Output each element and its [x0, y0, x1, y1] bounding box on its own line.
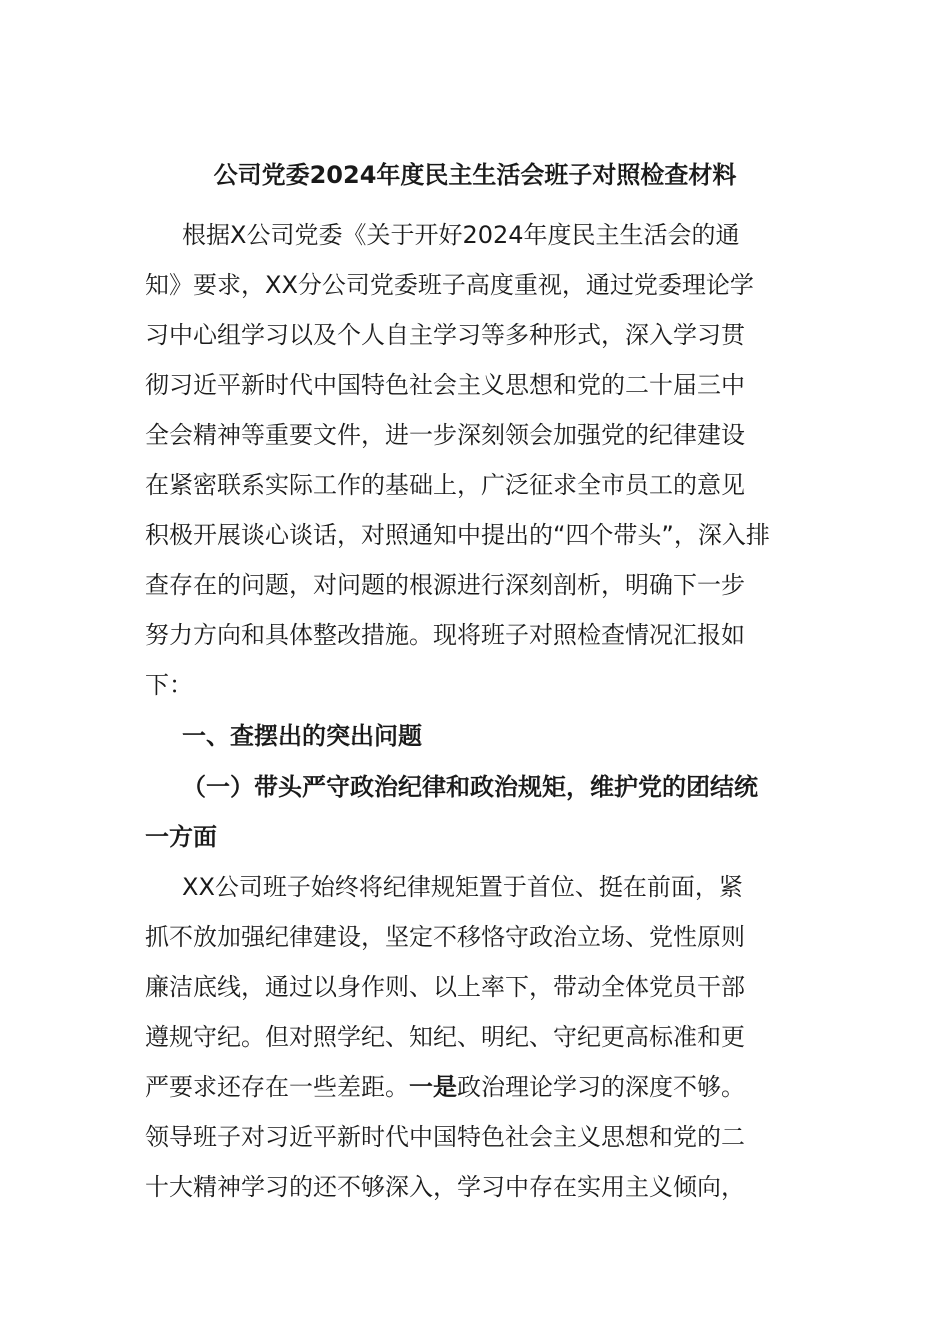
section-heading [145, 711, 810, 761]
paragraph-line: 下： [145, 671, 193, 699]
paragraph-line: 习中心组学习以及个人自主学习等多种形式，深入学习贯 [145, 321, 745, 349]
paragraph-line-mixed [145, 1062, 810, 1112]
intro-paragraph [145, 210, 810, 710]
paragraph-line: 在紧密联系实际工作的基础上，广泛征求全市员工的意见 [145, 471, 745, 499]
paragraph-line: 查存在的问题，对问题的根源进行深刻剖析，明确下一步 [145, 571, 745, 599]
document-title: 公司党委2024年度民主生活会班子对照检查材料 [213, 161, 737, 189]
paragraph-line: 努力方向和具体整改措施。现将班子对照检查情况汇报如 [145, 621, 745, 649]
paragraph-line: 廉洁底线，通过以身作则、以上率下，带动全体党员干部 [145, 973, 745, 1001]
paragraph-line: 根据X公司党委《关于开好2024年度民主生活会的通 [182, 221, 740, 249]
paragraph-line: 积极开展谈心谈话，对照通知中提出的“四个带头”，深入排 [145, 521, 770, 549]
section-heading-text: 一、查摆出的突出问题 [182, 722, 422, 750]
paragraph-line: 全会精神等重要文件，进一步深刻领会加强党的纪律建设 [145, 421, 745, 449]
subsection-heading [145, 762, 810, 862]
bold-marker-first: 一是 [409, 1073, 457, 1101]
body-paragraph [145, 862, 810, 1212]
paragraph-line: 抓不放加强纪律建设，坚定不移恪守政治立场、党性原则 [145, 923, 745, 951]
paragraph-line: XX公司班子始终将纪律规矩置于首位、挺在前面，紧 [182, 873, 743, 901]
subsection-heading-line: 一方面 [145, 823, 217, 851]
text-run: 严要求还存在一些差距。 [145, 1073, 409, 1101]
paragraph-line: 彻习近平新时代中国特色社会主义思想和党的二十届三中 [145, 371, 745, 399]
paragraph-line: 领导班子对习近平新时代中国特色社会主义思想和党的二 [145, 1123, 745, 1151]
paragraph-line: 知》要求，XX分公司党委班子高度重视，通过党委理论学 [145, 271, 754, 299]
text-run: 政治理论学习的深度不够。 [457, 1073, 745, 1101]
paragraph-line: 十大精神学习的还不够深入，学习中存在实用主义倾向， [145, 1173, 745, 1201]
paragraph-line: 遵规守纪。但对照学纪、知纪、明纪、守纪更高标准和更 [145, 1023, 745, 1051]
subsection-heading-line: （一）带头严守政治纪律和政治规矩，维护党的团结统 [182, 773, 758, 801]
